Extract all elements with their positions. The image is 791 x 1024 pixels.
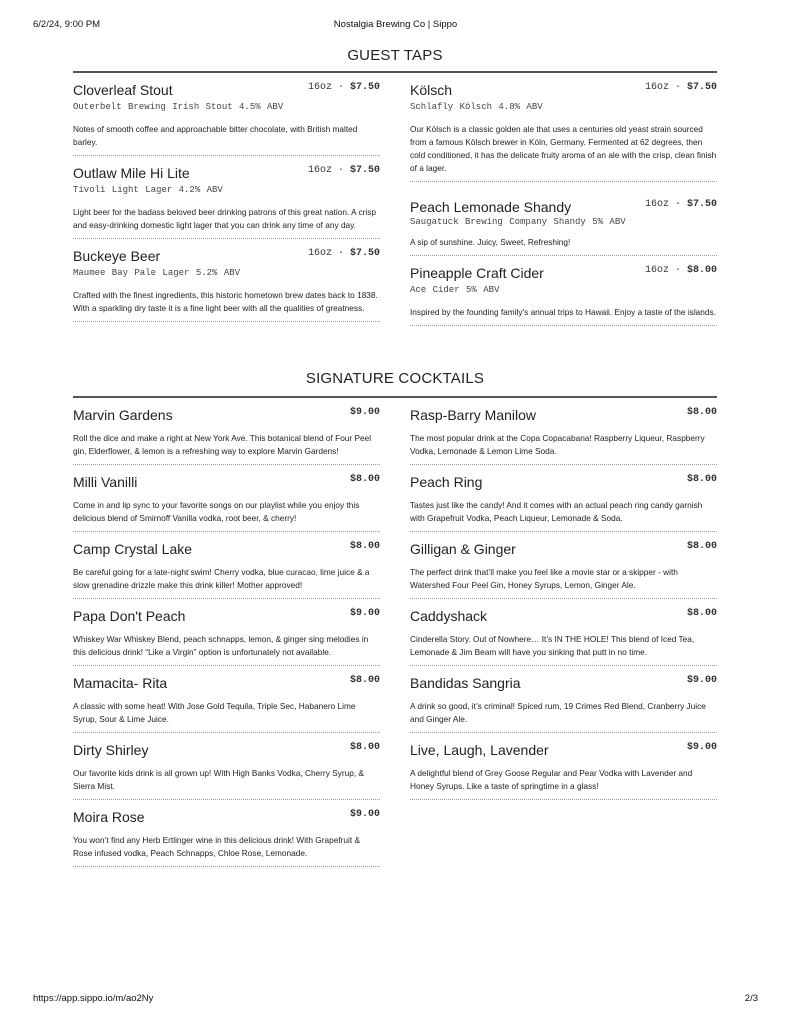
item-name: Buckeye Beer [73,248,161,264]
item-price [687,607,717,621]
item-description: Be careful going for a late-night swim! Cherry vodka, blue curacao, lime juice & a slow grenadine drizzle make this drink killer! Mother approved! [73,567,370,590]
menu-item-header [410,540,717,558]
item-description: Notes of smooth coffee and approachable bitter chocolate, with British malted barley. [73,124,358,147]
item-price [687,674,717,688]
item-name: Milli Vanilli [73,474,138,490]
item-price [350,406,380,420]
menu-item [73,239,380,322]
item-size: 16oz [307,165,332,176]
item-price-value: $7.50 [349,82,380,93]
menu-item [410,465,717,532]
menu-item [73,156,380,239]
item-size: 16oz [644,265,669,276]
menu-item-header [73,607,380,625]
menu-item-header [73,674,380,692]
menu-item-header [73,540,380,558]
cocktails-left-column [73,398,380,867]
item-price [350,607,380,621]
item-price-value: $7.50 [349,248,380,259]
menu-item [73,733,380,800]
item-description: Tastes just like the candy! And it comes with an actual peach ring candy garnish with Grapefruit Vodka, Peach Liqueur, Lemonade & Soda. [410,500,703,523]
item-size: 16oz [644,82,669,93]
item-price-value: $8.00 [349,675,380,686]
item-price-value: $9.00 [349,608,380,619]
menu-item-header [410,674,717,692]
item-description: The most popular drink at the Copa Copacabana! Raspberry Liqueur, Raspberry Vodka, Lemonade & Lemon Lime Soda. [410,433,705,456]
item-size: 16oz [307,82,332,93]
item-price-value: $8.00 [349,742,380,753]
menu-item-header [410,81,717,99]
menu-item-header [410,406,717,424]
item-price [687,741,717,755]
item-name: Marvin Gardens [73,407,173,423]
item-description: You won’t find any Herb Ertlinger wine in this delicious drink! With Grapefruit & Rose infused vodka, Peach Schnapps, Chloe Rose, Lemonade. [73,835,360,858]
item-price-value: $9.00 [349,407,380,418]
item-price-value: $8.00 [686,608,717,619]
item-size: 16oz [644,199,669,210]
item-price-value: $7.50 [686,199,717,210]
menu-item [73,73,380,156]
item-name: Moira Rose [73,809,145,825]
separator-dot: · [668,82,687,93]
item-name: Kölsch [410,82,453,98]
menu-item [73,532,380,599]
cocktails-section [73,367,717,867]
item-name: Peach Lemonade Shandy [410,199,572,215]
separator-dot: · [668,199,687,210]
menu-item-header [73,164,380,182]
item-price [350,808,380,822]
menu-item [410,532,717,599]
item-price [687,406,717,420]
separator-dot: · [331,82,350,93]
item-description: A sip of sunshine. Juicy, Sweet, Refreshing! [410,237,571,247]
item-meta: Outerbelt Brewing Irish Stout 4.5% ABV [73,102,284,112]
print-page-title: Nostalgia Brewing Co | Sippo [333,19,458,30]
item-meta: Saugatuck Brewing Company Shandy 5% ABV [410,217,626,227]
menu-item [410,599,717,666]
item-meta: Schlafly Kölsch 4.8% ABV [410,102,543,112]
item-price-value: $9.00 [349,809,380,820]
item-description: A drink so good, it’s criminal! Spiced rum, 19 Crimes Red Blend, Cranberry Juice and Ginger Ale. [410,701,706,724]
item-price [350,473,380,487]
item-price [645,198,717,212]
item-price-value: $7.50 [349,165,380,176]
item-price-value: $8.00 [686,541,717,552]
menu-item [73,599,380,666]
item-name: Caddyshack [410,608,488,624]
section-title: GUEST TAPS [347,47,443,64]
item-price [645,264,717,278]
item-price-value: $8.00 [349,474,380,485]
menu-item-header [73,741,380,759]
menu-item [410,398,717,465]
item-price-value: $8.00 [349,541,380,552]
item-description: A delightful blend of Grey Goose Regular and Pear Vodka with Lavender and Honey Syrups. Like a taste of springtime in a glass! [410,768,693,791]
item-description: Our Kölsch is a classic golden ale that uses a centuries old yeast strain sourced from a famous Kölsch brewer in Köln, Germany. Fermented at 62 degrees, then cold conditioned, it has the delicate fruity aroma of an ale with the crisp, clean finish of a lager. [410,124,717,173]
menu-item-header [73,247,380,265]
item-meta: Tivoli Light Lager 4.2% ABV [73,185,223,195]
item-price-value: $8.00 [686,265,717,276]
item-description: Inspired by the founding family's annual trips to Hawaii. Enjoy a taste of the islands. [410,307,716,317]
menu-item-header [73,473,380,491]
item-name: Mamacita- Rita [73,675,168,691]
item-name: Dirty Shirley [73,742,149,758]
item-meta: Ace Cider 5% ABV [410,285,500,295]
item-price [350,741,380,755]
section-title: SIGNATURE COCKTAILS [305,370,485,387]
item-price-value: $9.00 [686,675,717,686]
menu-item-header [410,264,717,282]
item-name: Bandidas Sangria [410,675,521,691]
item-price [687,540,717,554]
item-price-value: $8.00 [686,474,717,485]
guest-taps-section [73,44,717,326]
item-description: Crafted with the finest ingredients, this historic hometown brew dates back to 1838. With a sparkling dry taste it is a fine light beer with all the qualities of greatness. [73,290,378,313]
item-name: Live, Laugh, Lavender [410,742,549,758]
item-description: Whiskey War Whiskey Blend, peach schnapps, lemon, & ginger sing melodies in this delicious drink! “Like a Virgin” option is unfortunately not available. [73,634,369,657]
item-price-value: $9.00 [686,742,717,753]
item-description: The perfect drink that’ll make you feel like a movie star or a skipper - with Watershed Four Peel Gin, Honey Syrups, Lemon, Ginger Ale. [410,567,678,590]
menu-item [73,465,380,532]
item-price [308,164,380,178]
menu-item [73,666,380,733]
item-name: Cloverleaf Stout [73,82,173,98]
menu-item [73,800,380,867]
item-size: 16oz [307,248,332,259]
item-description: A classic with some heat! With Jose Gold Tequila, Triple Sec, Habanero Lime Syrup, Sour & Lime Juice. [73,701,356,724]
separator-dot: · [331,165,350,176]
item-name: Rasp-Barry Manilow [410,407,537,423]
menu-item-header [410,473,717,491]
item-name: Outlaw Mile Hi Lite [73,165,190,181]
menu-item [410,182,717,256]
guest-taps-left-column [73,73,380,326]
item-price [308,81,380,95]
item-name: Peach Ring [410,474,483,490]
item-price [308,247,380,261]
item-name: Papa Don't Peach [73,608,186,624]
print-page-number: 2/3 [744,993,758,1004]
item-description: Roll the dice and make a right at New York Ave. This botanical blend of Four Peel gin, Elderflower, & lemon is a refreshing way to explore Marvin Gardens! [73,433,372,456]
menu-item [410,73,717,182]
separator-dot: · [668,265,687,276]
item-price [350,540,380,554]
print-url: https://app.sippo.io/m/ao2Ny [33,993,154,1004]
item-description: Cinderella Story. Out of Nowhere… It’s IN THE HOLE! This blend of Iced Tea, Lemonade & Jim Beam will have you sinking that putt in no time. [410,634,695,657]
menu-item-header [73,81,380,99]
menu-item-header [410,607,717,625]
menu-item [73,398,380,465]
item-price-value: $7.50 [686,82,717,93]
menu-item [410,666,717,733]
item-name: Pineapple Craft Cider [410,265,544,281]
separator-dot: · [331,248,350,259]
item-name: Camp Crystal Lake [73,541,193,557]
menu-item [410,256,717,326]
item-price [645,81,717,95]
item-price [687,473,717,487]
menu-item-header [73,406,380,424]
item-description: Light beer for the badass beloved beer drinking patrons of this great nation. A crisp and easy-drinking domestic light lager that you can drink any time of any day. [73,207,377,230]
cocktails-right-column [410,398,717,867]
menu-item-header [410,198,717,216]
menu-item [410,733,717,800]
menu-item-header [410,741,717,759]
item-price [350,674,380,688]
item-description: Our favorite kids drink is all grown up! With High Banks Vodka, Cherry Syrup, & Sierra Mist. [73,768,364,791]
item-price-value: $8.00 [686,407,717,418]
print-date: 6/2/24, 9:00 PM [33,19,101,30]
guest-taps-right-column [410,73,717,326]
menu-item-header [73,808,380,826]
item-name: Gilligan & Ginger [410,541,516,557]
item-meta: Maumee Bay Pale Lager 5.2% ABV [73,268,241,278]
item-description: Come in and lip sync to your favorite songs on our playlist while you enjoy this delicious blend of Smirnoff Vanilla vodka, root beer, & cherry! [73,500,360,523]
